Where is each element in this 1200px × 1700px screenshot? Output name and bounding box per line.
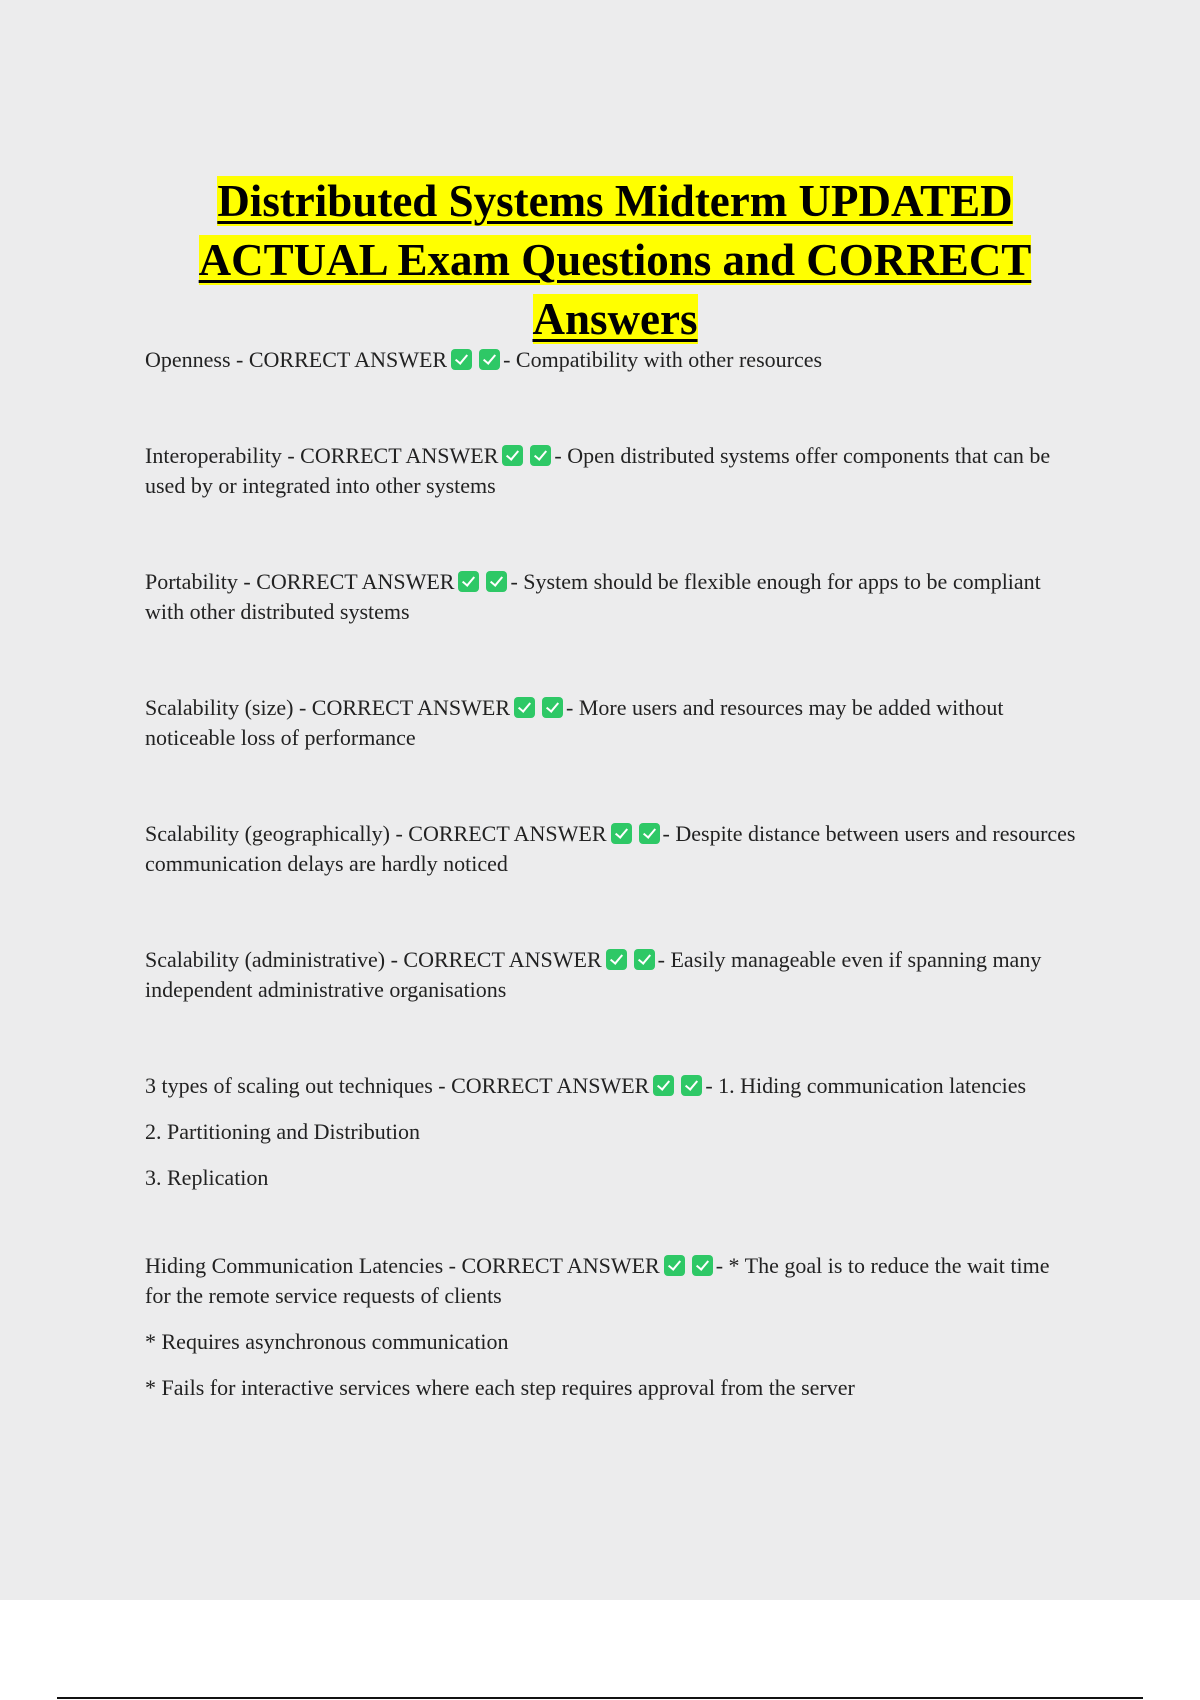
qa-correct-answer-label: - CORRECT ANSWER: [230, 347, 448, 372]
check-mark-icon: [458, 571, 479, 592]
qa-correct-answer-label: - CORRECT ANSWER: [237, 569, 455, 594]
qa-answer: - System should be flexible enough for apps to be compliant with other distributed systems: [145, 569, 1041, 624]
check-mark-icon: [606, 949, 627, 970]
check-mark-icon: [634, 949, 655, 970]
qa-answer: - Easily manageable even if spanning many independent administrative organisations: [145, 947, 1042, 1002]
qa-entry: [145, 441, 1080, 501]
qa-item: [145, 693, 1080, 753]
qa-answer: - Despite distance between users and resources communication delays are hardly noticed: [145, 821, 1076, 876]
qa-item: [145, 819, 1080, 879]
check-mark-icon: [502, 445, 523, 466]
check-mark-icon: [530, 445, 551, 466]
qa-item: [145, 441, 1080, 501]
check-mark-icon: [639, 823, 660, 844]
qa-answer: - 1. Hiding communication latencies: [705, 1073, 1027, 1098]
qa-answer: - Open distributed systems offer components that can be used by or integrated into other systems: [145, 443, 1051, 498]
qa-correct-answer-label: - CORRECT ANSWER: [389, 821, 607, 846]
check-mark-icon: [692, 1255, 713, 1276]
qa-term: Hiding Communication Latencies: [145, 1253, 444, 1278]
qa-correct-answer-label: - CORRECT ANSWER: [443, 1253, 660, 1278]
footer-divider: [57, 1697, 1143, 1699]
qa-term: Scalability (geographically): [145, 821, 390, 846]
check-mark-icon: [479, 349, 500, 370]
qa-term: 3 types of scaling out techniques: [145, 1073, 433, 1098]
qa-answer-line: 2. Partitioning and Distribution: [145, 1119, 420, 1144]
qa-correct-answer-label: - CORRECT ANSWER: [293, 695, 511, 720]
qa-item: [145, 1251, 1080, 1403]
qa-answer: - More users and resources may be added without noticeable loss of performance: [145, 695, 1004, 750]
qa-answer: - * The goal is to reduce the wait time for the remote service requests of clients: [145, 1253, 1050, 1308]
qa-entry: [145, 819, 1080, 879]
qa-term: Portability: [145, 569, 238, 594]
document-title-text: Distributed Systems Midterm UPDATED ACTUAL Exam Questions and CORRECT Answers: [198, 176, 1032, 345]
document-title: [120, 172, 1110, 349]
check-mark-icon: [611, 823, 632, 844]
check-mark-icon: [664, 1255, 685, 1276]
qa-term: Openness: [145, 347, 231, 372]
check-mark-icon: [542, 697, 563, 718]
qa-item: [145, 567, 1080, 627]
qa-item: [145, 345, 1080, 375]
check-mark-icon: [681, 1075, 702, 1096]
qa-answer: - Compatibility with other resources: [503, 347, 823, 372]
qa-entry: [145, 1071, 1080, 1101]
qa-correct-answer-label: - CORRECT ANSWER: [385, 947, 602, 972]
check-mark-icon: [451, 349, 472, 370]
qa-entry: [145, 345, 1080, 375]
qa-correct-answer-label: - CORRECT ANSWER: [432, 1073, 650, 1098]
qa-term: Interoperability: [145, 443, 282, 468]
qa-entry: [145, 567, 1080, 627]
check-mark-icon: [486, 571, 507, 592]
qa-term: Scalability (administrative): [145, 947, 386, 972]
qa-correct-answer-label: - CORRECT ANSWER: [281, 443, 499, 468]
check-mark-icon: [514, 697, 535, 718]
qa-answer-line: * Requires asynchronous communication: [145, 1329, 509, 1354]
check-mark-icon: [653, 1075, 674, 1096]
qa-entry: [145, 1251, 1080, 1311]
qa-item: [145, 1071, 1080, 1193]
qa-list: [145, 345, 1080, 1403]
qa-entry: [145, 945, 1080, 1005]
qa-item: [145, 945, 1080, 1005]
qa-entry: [145, 693, 1080, 753]
qa-answer-line: * Fails for interactive services where each step requires approval from the server: [145, 1375, 855, 1400]
qa-term: Scalability (size): [145, 695, 294, 720]
qa-answer-line: 3. Replication: [145, 1165, 269, 1190]
